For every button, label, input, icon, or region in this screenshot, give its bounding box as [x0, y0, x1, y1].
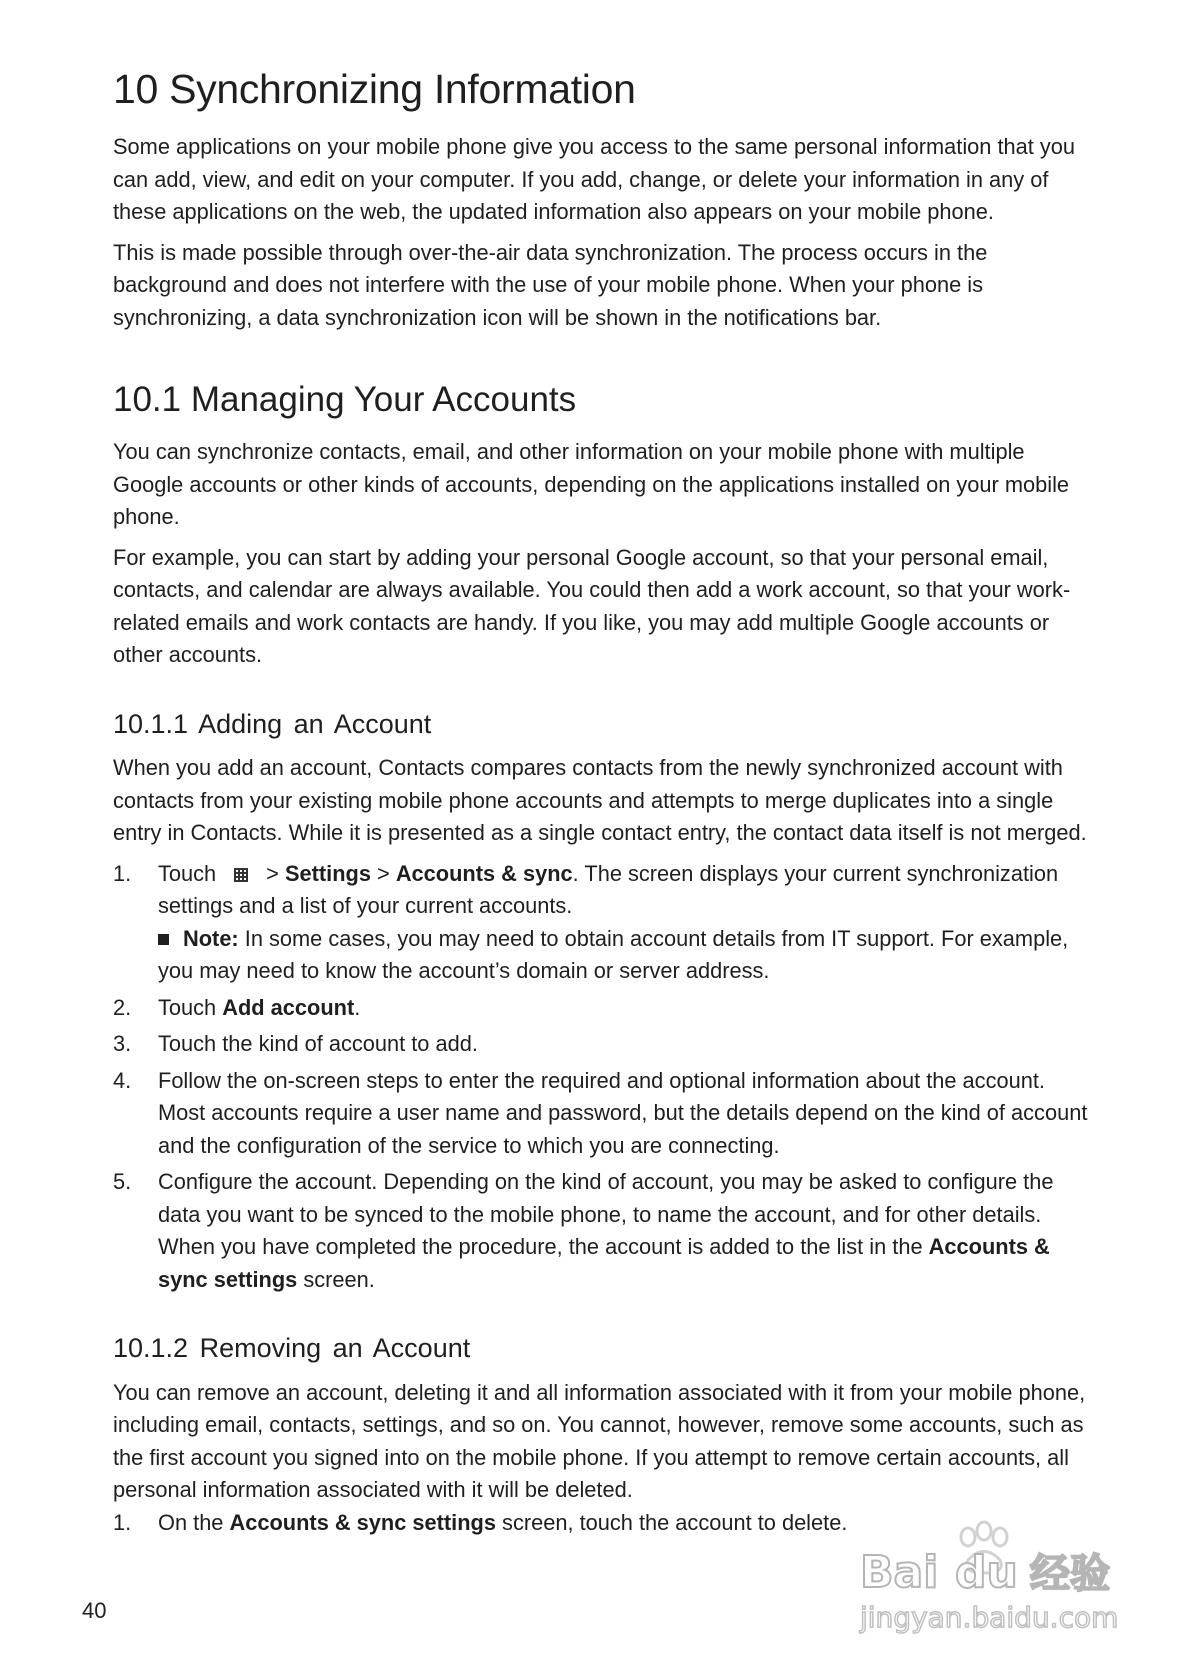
page-number: 40: [82, 1598, 107, 1623]
list-item: 1. On the Accounts & sync settings screen, touch the account to delete.: [113, 1509, 848, 1535]
section-heading-10-1: 10.1 Managing Your Accounts: [113, 380, 577, 420]
svg-text:Bai: Bai: [860, 1547, 939, 1598]
section-10-1-1-paragraph: When you add an account, Contacts compares contacts from the newly synchronized account with contacts from your existing mobile phone accounts and attempts to merge duplicates into a single entry in Contacts. While it is presented as a single contact entry, the contact data itself is not merged.: [113, 755, 1087, 846]
list-item: 3. Touch the kind of account to add.: [113, 1031, 478, 1057]
svg-text:经验: 经验: [1030, 1551, 1110, 1597]
list-item: 5. Configure the account. Depending on the kind of account, you may be asked to configure the data you want to be synced to the mobile phone, to name the account, and for other details. When you have completed the procedure, the account is added to the list in the Accounts & sync settings screen.: [113, 1169, 1054, 1292]
note-bullet-icon: [158, 934, 169, 945]
section-heading-10-1-1: 10.1.1 Adding an Account: [113, 708, 432, 739]
section-10-1-paragraph-2: For example, you can start by adding your personal Google account, so that your personal email, contacts, and calendar are always available. You could then add a work account, so that your work-related emails and work contacts are handy. If you like, you may add multiple Google accounts or other accounts.: [113, 544, 1071, 668]
chapter-title: 10 Synchronizing Information: [113, 66, 636, 112]
list-item: 1. Touch > Settings > Accounts & sync. The screen displays your current synchronization settings and a list of your current accounts. Note: In some cases, you may need to obtain account details from IT support. For example, you may need to know the account’s domain or server address.: [113, 858, 1093, 988]
adding-account-steps: [113, 858, 1093, 1297]
section-10-1-2-paragraph: You can remove an account, deleting it and all information associated with it from your mobile phone, including email, contacts, settings, and so on. You cannot, however, remove some accounts, such as the first account you signed into on the mobile phone. If you attempt to remove certain accounts, all personal information associated with it will be deleted.: [113, 1379, 1086, 1503]
document-page: [113, 66, 1093, 1543]
intro-paragraph-1: Some applications on your mobile phone give you access to the same personal information that you can add, view, and edit on your computer. If you add, change, or delete your information in any of these applications on the web, the updated information also appears on your mobile phone.: [113, 134, 1076, 225]
svg-text:jingyan.baidu.com: jingyan.baidu.com: [860, 1601, 1119, 1634]
baidu-jingyan-watermark: [850, 1515, 1140, 1645]
svg-text:du: du: [955, 1547, 1018, 1598]
list-item: 4. Follow the on-screen steps to enter the required and optional information about the account. Most accounts require a user name and password, but the details depend on the kind of account and the configuration of the service to which you are connecting.: [113, 1067, 1088, 1158]
app-grid-icon: [234, 868, 248, 882]
intro-paragraph-2: This is made possible through over-the-air data synchronization. The process occurs in the background and does not interfere with the use of your mobile phone. When your phone is synchronizing, a data synchronization icon will be shown in the notifications bar.: [113, 239, 988, 330]
note: Note: In some cases, you may need to obtain account details from IT support. For example, you may need to know the account’s domain or server address.: [158, 925, 1069, 984]
section-heading-10-1-2: 10.1.2 Removing an Account: [113, 1333, 471, 1364]
section-10-1-paragraph-1: You can synchronize contacts, email, and other information on your mobile phone with multiple Google accounts or other kinds of accounts, depending on the applications installed on your mobile phone.: [113, 439, 1070, 530]
list-item: 2. Touch Add account.: [113, 994, 361, 1020]
